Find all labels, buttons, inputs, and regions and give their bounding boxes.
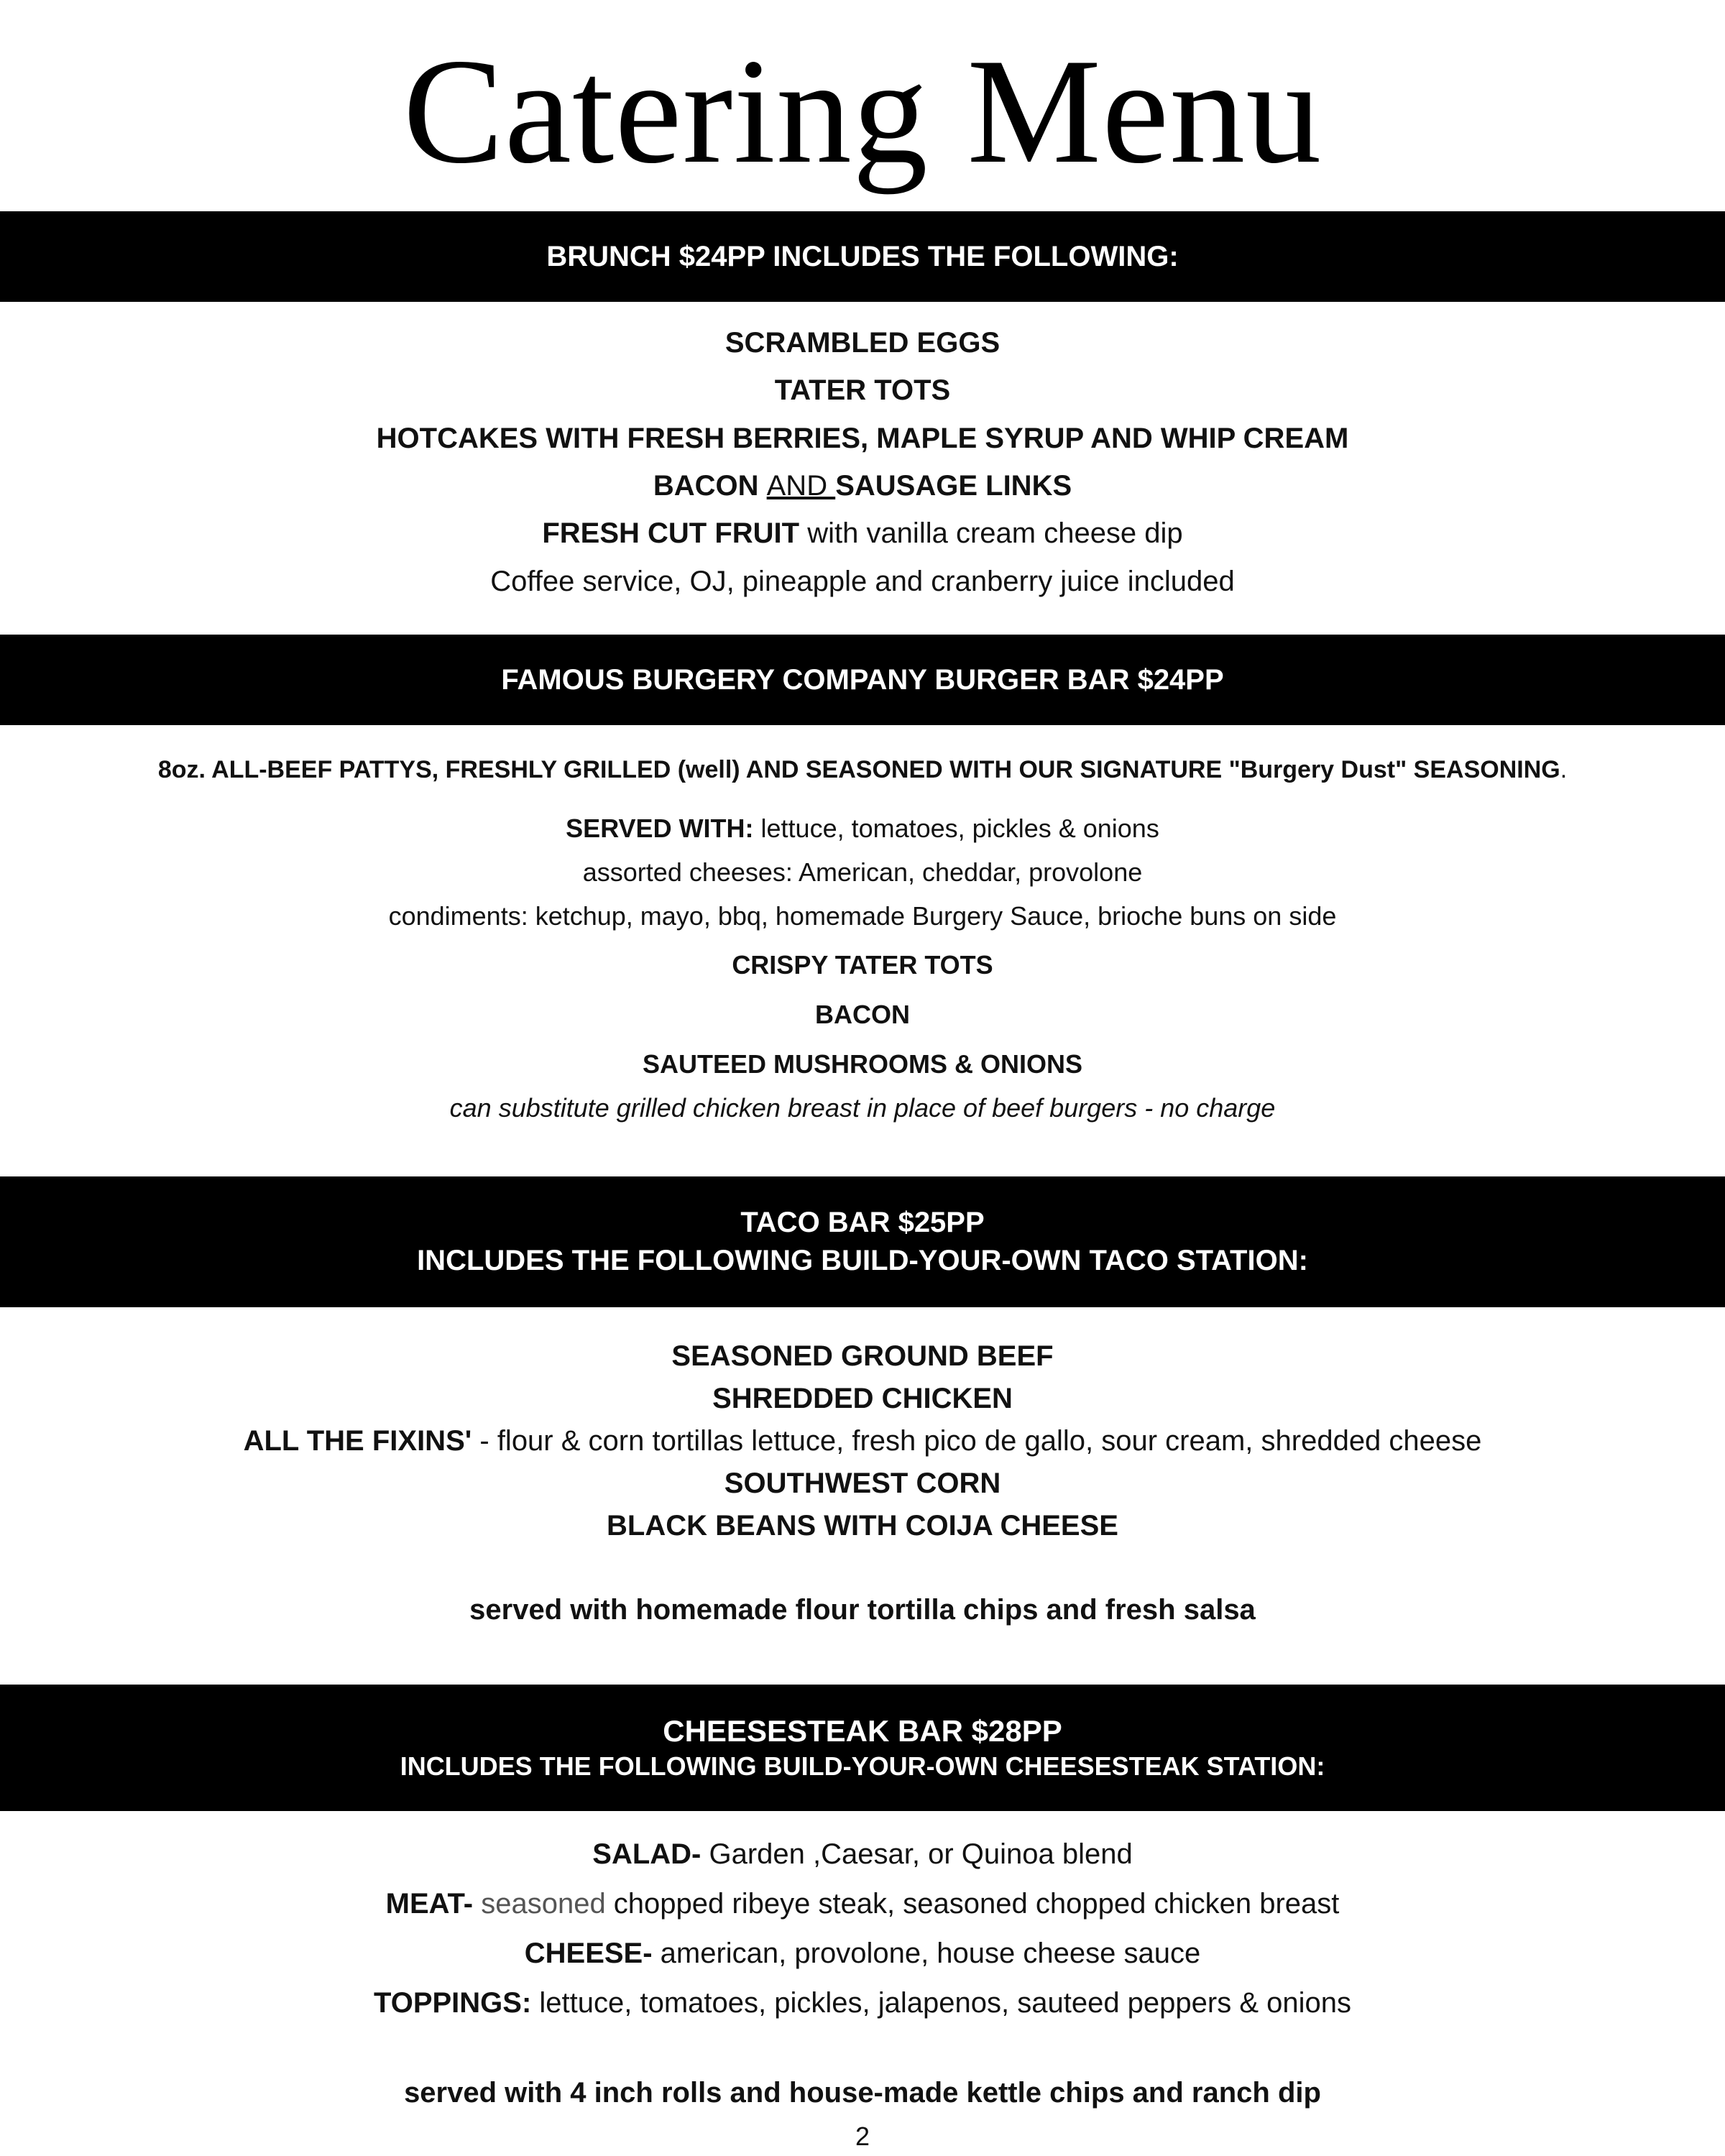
cheesesteak-meat-seasoned: seasoned: [473, 1888, 606, 1920]
taco-served: served with homemade flour tortilla chips and fresh salsa: [469, 1594, 1256, 1626]
page-number: 2: [855, 2122, 870, 2151]
brunch-header: BRUNCH $24PP INCLUDES THE FOLLOWING:: [546, 240, 1179, 272]
brunch-and: AND: [766, 470, 836, 502]
cheesesteak-meat-label: MEAT-: [385, 1888, 474, 1920]
cheesesteak-header-title: CHEESESTEAK BAR $28PP: [663, 1714, 1062, 1748]
cheesesteak-salad-detail: Garden ,Caesar, or Quinoa blend: [701, 1838, 1133, 1870]
brunch-item-fruit: [0, 517, 1725, 550]
burger-intro-text: 8oz. ALL-BEEF PATTYS, FRESHLY GRILLED (well) AND SEASONED WITH OUR SIGNATURE "Burgery Dust" SEASONING: [157, 756, 1560, 783]
cheesesteak-meat-detail: chopped ribeye steak, seasoned chopped chicken breast: [605, 1888, 1340, 1920]
burger-tots: CRISPY TATER TOTS: [732, 950, 993, 980]
brunch-fruit-label: FRESH CUT FRUIT: [542, 517, 800, 549]
burger-header-band: [0, 635, 1725, 725]
brunch-header-band: [0, 211, 1725, 302]
taco-header-subtitle: INCLUDES THE FOLLOWING BUILD-YOUR-OWN TACO STATION:: [417, 1245, 1308, 1276]
brunch-item-eggs: SCRAMBLED EGGS: [724, 327, 1000, 359]
cheesesteak-header-subtitle: INCLUDES THE FOLLOWING BUILD-YOUR-OWN CHEESESTEAK STATION:: [400, 1751, 1325, 1781]
page-title: Catering Menu: [402, 28, 1322, 195]
burger-condiments: condiments: ketchup, mayo, bbq, homemade Burgery Sauce, brioche buns on side: [388, 901, 1337, 931]
brunch-item-bacon-sausage: [0, 470, 1725, 502]
cheesesteak-toppings-detail: lettuce, tomatoes, pickles, jalapenos, sauteed peppers & onions: [531, 1987, 1351, 2019]
burger-note: can substitute grilled chicken breast in place of beef burgers - no charge: [449, 1093, 1276, 1123]
cheesesteak-cheese-label: CHEESE-: [524, 1938, 653, 1969]
brunch-item-hotcakes: HOTCAKES WITH FRESH BERRIES, MAPLE SYRUP AND WHIP CREAM: [376, 423, 1349, 454]
taco-beans: BLACK BEANS WITH COIJA CHEESE: [607, 1510, 1118, 1542]
burger-mushrooms: SAUTEED MUSHROOMS & ONIONS: [642, 1049, 1083, 1079]
cheesesteak-meat: [0, 1888, 1725, 1920]
taco-fixins: [0, 1425, 1725, 1457]
brunch-item-tots: TATER TOTS: [774, 374, 951, 406]
brunch-sausage: SAUSAGE LINKS: [835, 470, 1072, 502]
burger-cheeses: assorted cheeses: American, cheddar, provolone: [582, 857, 1143, 887]
brunch-item-drinks: Coffee service, OJ, pineapple and cranberry juice included: [490, 566, 1235, 597]
cheesesteak-salad-label: SALAD-: [592, 1838, 702, 1870]
burger-served-detail: lettuce, tomatoes, pickles & onions: [753, 814, 1159, 843]
cheesesteak-toppings: [0, 1987, 1725, 2019]
burger-intro-period: .: [1560, 756, 1568, 783]
taco-fixins-label: ALL THE FIXINS': [243, 1425, 472, 1457]
taco-header-band: [0, 1176, 1725, 1307]
taco-beef: SEASONED GROUND BEEF: [671, 1340, 1054, 1372]
burger-bacon: BACON: [815, 1000, 910, 1029]
burger-served-label: SERVED WITH:: [566, 814, 754, 843]
taco-header-title: TACO BAR $25PP: [740, 1207, 985, 1238]
burger-header: FAMOUS BURGERY COMPANY BURGER BAR $24PP: [501, 663, 1224, 696]
burger-intro: [0, 756, 1725, 784]
burger-served-with: [0, 814, 1725, 844]
taco-chicken: SHREDDED CHICKEN: [712, 1383, 1013, 1414]
taco-fixins-detail: - flour & corn tortillas lettuce, fresh pico de gallo, sour cream, shredded cheese: [472, 1425, 1482, 1457]
cheesesteak-salad: [0, 1838, 1725, 1871]
cheesesteak-cheese-detail: american, provolone, house cheese sauce: [652, 1938, 1201, 1969]
cheesesteak-header-band: [0, 1685, 1725, 1811]
cheesesteak-cheese: [0, 1938, 1725, 1970]
cheesesteak-served: served with 4 inch rolls and house-made kettle chips and ranch dip: [404, 2077, 1321, 2109]
taco-corn: SOUTHWEST CORN: [724, 1468, 1001, 1499]
brunch-bacon: BACON: [653, 470, 767, 502]
cheesesteak-toppings-label: TOPPINGS:: [374, 1987, 532, 2019]
brunch-fruit-detail: with vanilla cream cheese dip: [799, 517, 1183, 549]
